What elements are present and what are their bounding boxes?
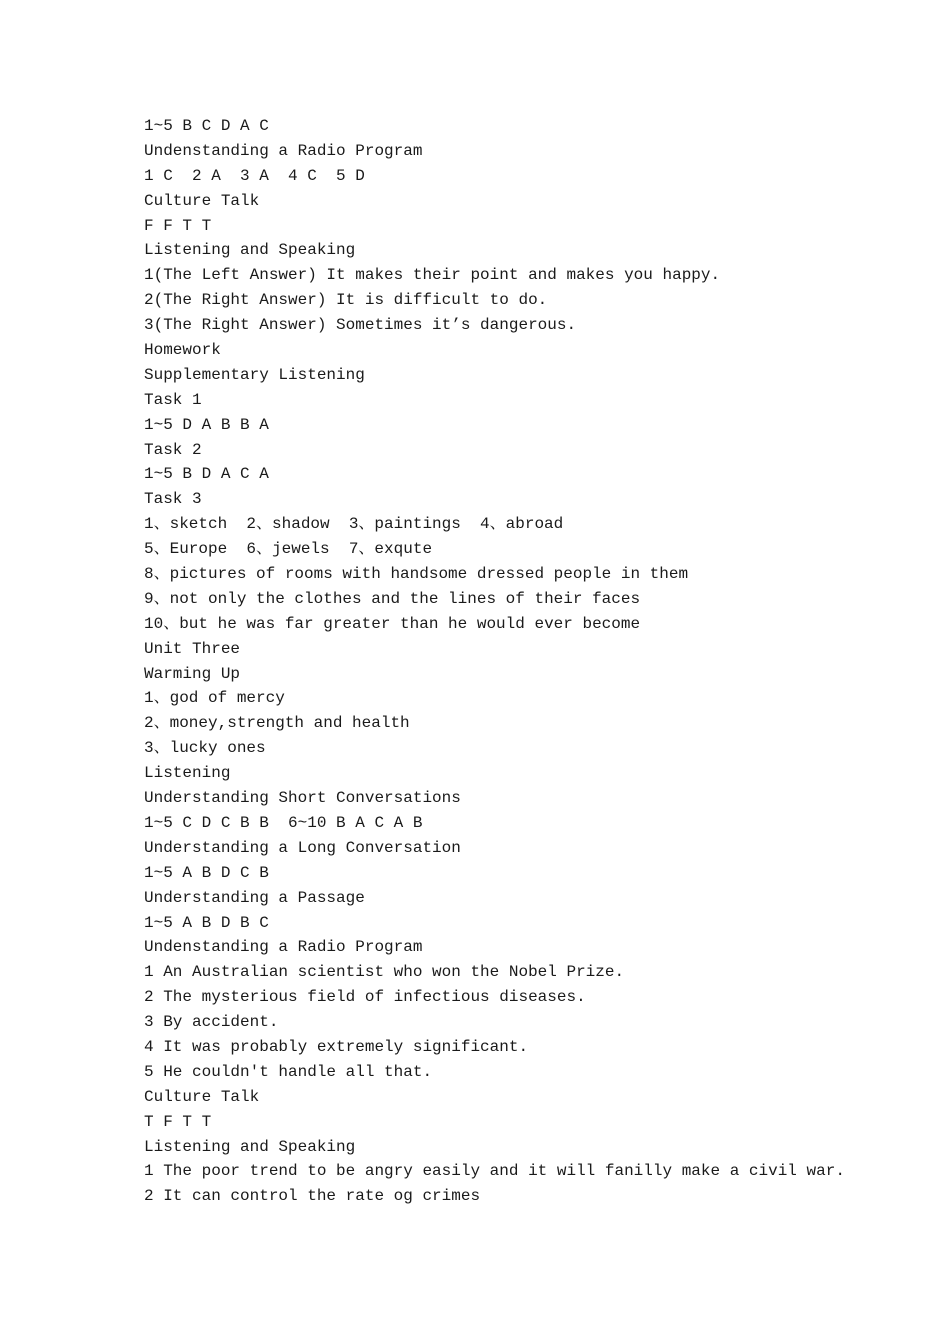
section-heading: Understanding a Passage — [144, 888, 365, 907]
answer-line: 3 By accident. — [144, 1013, 279, 1032]
answer-line: 2(The Right Answer) It is difficult to do. — [144, 291, 548, 310]
section-heading: Undenstanding a Radio Program — [144, 141, 423, 160]
answer-line: 9、not only the clothes and the lines of their faces — [144, 589, 641, 608]
task-heading: Task 2 — [144, 440, 202, 459]
answer-line: 8、pictures of rooms with handsome dressed people in them — [144, 565, 689, 584]
section-heading: Listening — [144, 764, 231, 783]
section-heading: Warming Up — [144, 664, 241, 683]
section-heading: Listening and Speaking — [144, 1137, 356, 1156]
answer-line: 1~5 D A B B A — [144, 415, 269, 434]
task-heading: Task 3 — [144, 490, 202, 509]
answer-line: 1、sketch 2、shadow 3、paintings 4、abroad — [144, 515, 564, 534]
answer-line: 2 The mysterious field of infectious diseases. — [144, 988, 586, 1007]
section-heading: Homework — [144, 341, 221, 360]
answer-line: 1 An Australian scientist who won the Nobel Prize. — [144, 963, 625, 982]
answer-line: 1 The poor trend to be angry easily and it will fanilly make a civil war. — [144, 1162, 845, 1181]
answer-line: 2、money,strength and health — [144, 714, 410, 733]
answer-line: 1~5 B C D A C — [144, 117, 269, 135]
answer-line: 1~5 A B D C B — [144, 863, 269, 882]
section-heading: Culture Talk — [144, 191, 260, 210]
section-heading: Supplementary Listening — [144, 365, 365, 384]
section-heading: Understanding Short Conversations — [144, 789, 461, 808]
answer-line: 1(The Left Answer) It makes their point and makes you happy. — [144, 266, 721, 285]
answer-line: T F T T — [144, 1112, 212, 1131]
task-heading: Task 1 — [144, 390, 202, 409]
answer-line: 5、Europe 6、jewels 7、exqute — [144, 540, 433, 559]
section-heading: Understanding a Long Conversation — [144, 838, 461, 857]
answer-line: 3(The Right Answer) Sometimes it’s dangerous. — [144, 316, 577, 335]
answer-line: 10、but he was far greater than he would ever become — [144, 614, 641, 633]
answer-line: 1~5 A B D B C — [144, 913, 269, 932]
document-body — [144, 114, 924, 1209]
unit-heading: Unit Three — [144, 639, 241, 658]
answer-line: 1 C 2 A 3 A 4 C 5 D — [144, 166, 365, 185]
answer-line: 1、god of mercy — [144, 689, 285, 708]
section-heading: Undenstanding a Radio Program — [144, 938, 423, 957]
answer-line: 2 It can control the rate og crimes — [144, 1187, 481, 1206]
answer-line: 1~5 C D C B B 6~10 B A C A B — [144, 813, 423, 832]
answer-line: F F T T — [144, 216, 212, 235]
answer-line: 5 He couldn't handle all that. — [144, 1062, 433, 1081]
answer-line: 4 It was probably extremely significant. — [144, 1037, 529, 1056]
answer-line: 3、lucky ones — [144, 739, 266, 758]
answer-line: 1~5 B D A C A — [144, 465, 269, 484]
section-heading: Culture Talk — [144, 1087, 260, 1106]
section-heading: Listening and Speaking — [144, 241, 356, 260]
